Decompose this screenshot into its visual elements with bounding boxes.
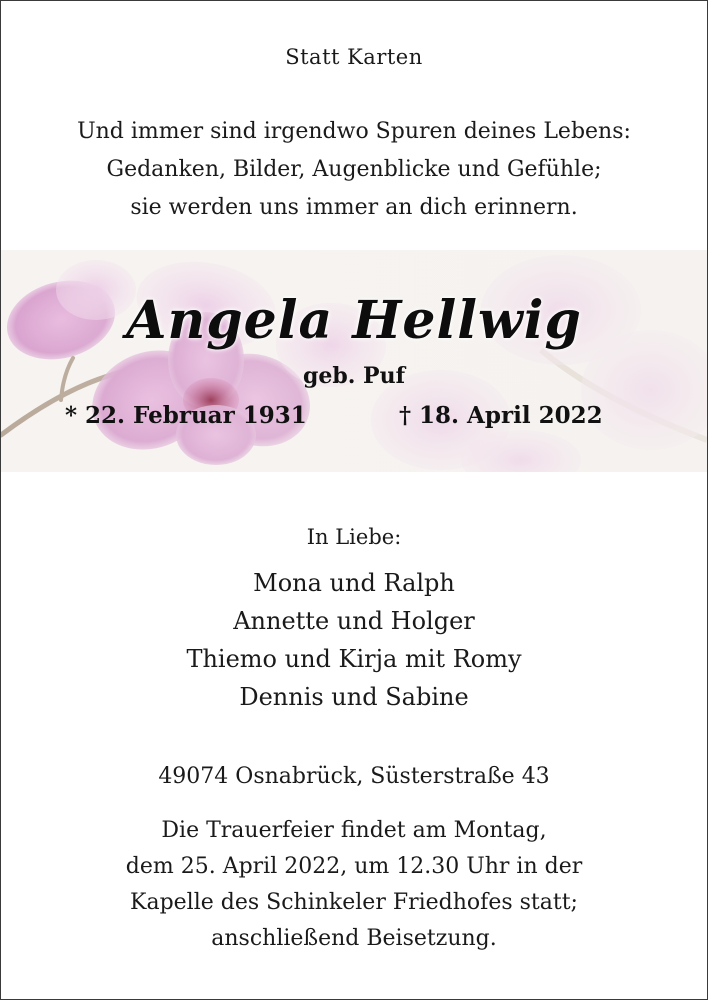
mourner-entry: Annette und Holger (233, 607, 475, 635)
verse-line: Und immer sind irgendwo Spuren deines Lebens: (77, 119, 631, 144)
verse (1, 113, 707, 227)
death-date: † 18. April 2022 (399, 402, 603, 429)
service-line: Kapelle des Schinkeler Friedhofes statt; (130, 890, 578, 915)
service-line: Die Trauerfeier findet am Montag, (161, 818, 547, 843)
heading: Statt Karten (285, 45, 423, 69)
mourner-entry: Mona und Ralph (253, 569, 455, 597)
birth-date: * 22. Februar 1931 (65, 402, 307, 429)
service-line: anschließend Beisetzung. (211, 926, 497, 951)
mourner-entry: Dennis und Sabine (239, 683, 469, 711)
orchid-image (1, 250, 707, 472)
mourner-entry: Thiemo und Kirja mit Romy (186, 645, 522, 673)
deceased-name: Angela Hellwig (126, 290, 582, 351)
verse-line: sie werden uns immer an dich erinnern. (130, 195, 578, 220)
love-label: In Liebe: (306, 525, 402, 549)
address: 49074 Osnabrück, Süsterstraße 43 (158, 764, 550, 789)
verse-line: Gedanken, Bilder, Augenblicke und Gefühle; (106, 157, 602, 182)
maiden-name: geb. Puf (302, 363, 406, 389)
service-line: dem 25. April 2022, um 12.30 Uhr in der (125, 854, 583, 879)
mourners-list (1, 564, 707, 716)
service-info (1, 813, 707, 957)
orchid-banner (1, 250, 707, 472)
